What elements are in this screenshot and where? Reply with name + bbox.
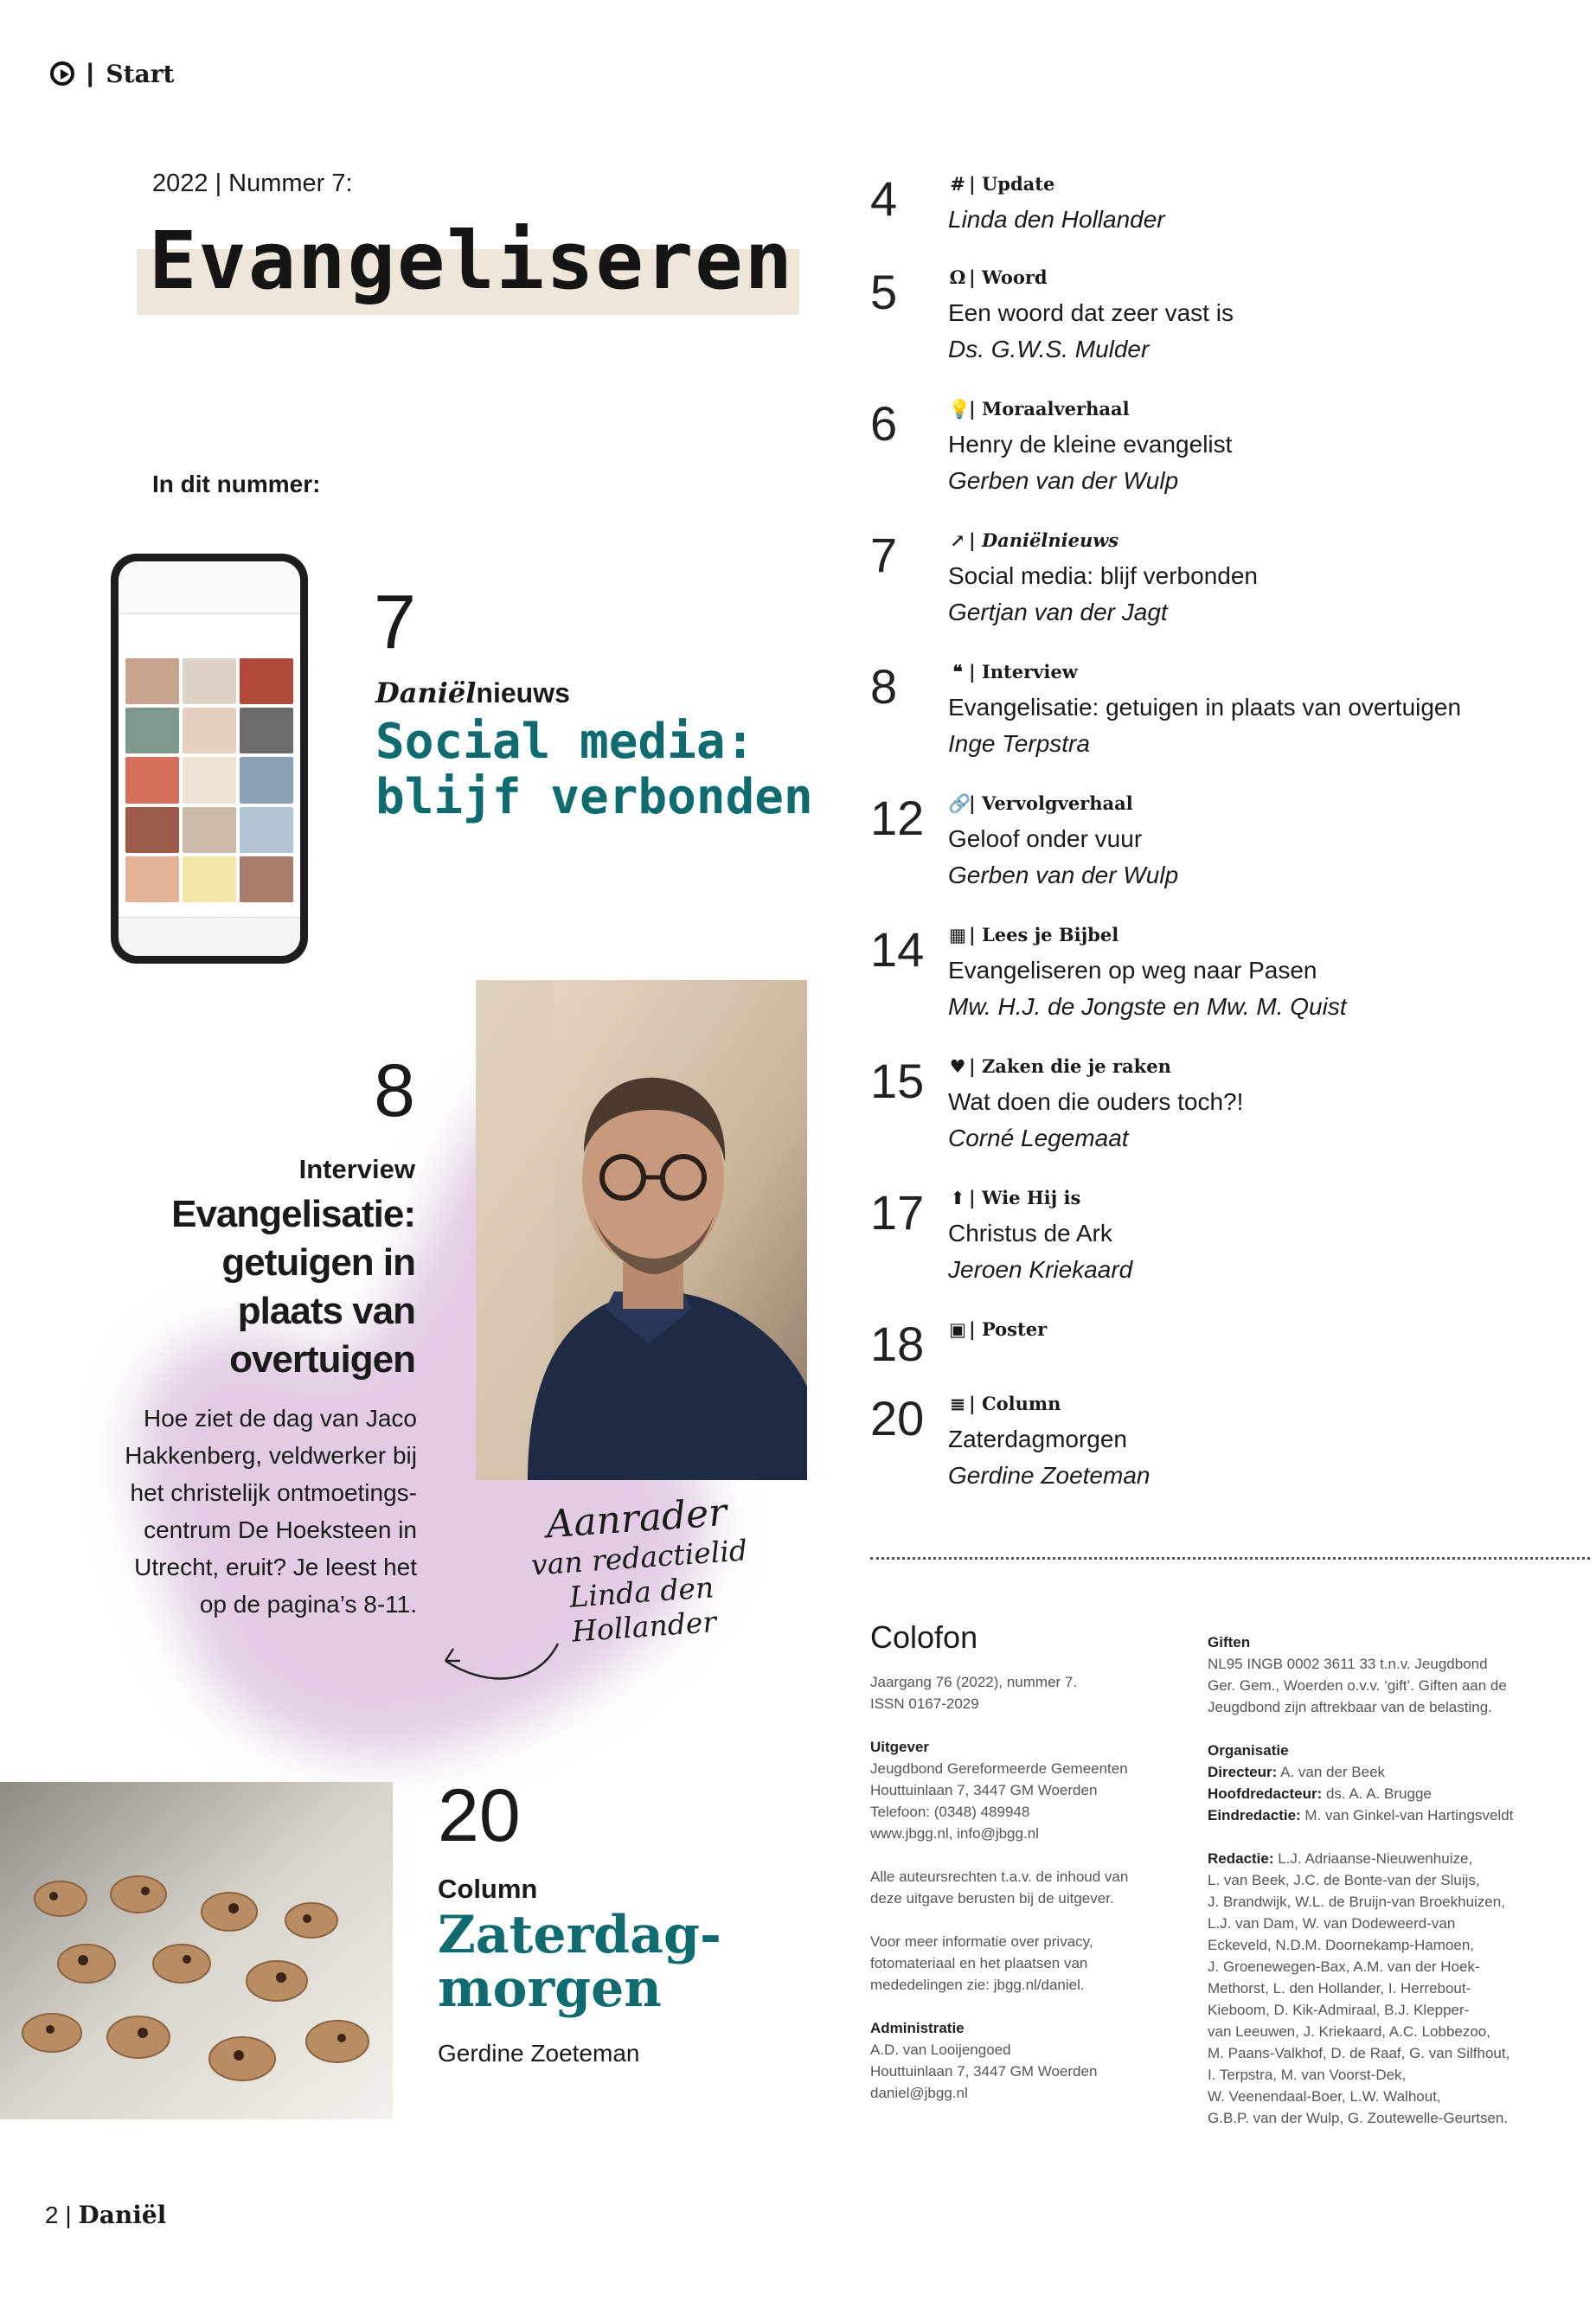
feature20-number: 20	[438, 1774, 521, 1857]
header-separator: |	[87, 59, 94, 87]
toc-title: Christus de Ark	[948, 1220, 1112, 1247]
toc-number: 6	[870, 396, 898, 451]
colofon-heading: Colofon	[870, 1619, 978, 1655]
issue-title: Evangeliseren	[149, 215, 795, 307]
toc-number: 4	[870, 171, 898, 226]
feature20-title: Zaterdag- morgen	[438, 1905, 721, 2019]
lightbulb-icon: 💡	[948, 398, 971, 420]
phone-image	[111, 554, 308, 964]
toc-title: Henry de kleine evangelist	[948, 431, 1233, 458]
issue-label: 2022 | Nummer 7:	[152, 170, 353, 197]
feature8-number: 8	[374, 1049, 415, 1132]
toc-author: Jeroen Kriekaard	[948, 1256, 1133, 1283]
book-icon: ▦	[949, 924, 966, 945]
external-link-icon: ↗	[950, 529, 965, 551]
feature20-category: Column	[438, 1874, 538, 1904]
heart-icon: ♥	[949, 1055, 966, 1077]
toc-number: 5	[870, 265, 898, 319]
toc-author: Linda den Hollander	[948, 206, 1165, 233]
toc-title: Wat doen die ouders toch?!	[948, 1088, 1244, 1115]
dotted-divider	[870, 1557, 1590, 1560]
feature7-title: Social media: blijf verbonden	[375, 714, 813, 825]
feature7-number: 7	[374, 579, 416, 664]
toc-author: Gerben van der Wulp	[948, 467, 1179, 494]
toc-title: Geloof onder vuur	[948, 825, 1143, 852]
toc-author: Gerben van der Wulp	[948, 862, 1179, 888]
lines-icon: ≣	[950, 1393, 965, 1414]
curved-arrow-icon	[433, 1626, 571, 1695]
toc-title: Evangelisatie: getuigen in plaats van overtuigen	[948, 694, 1462, 721]
quote-icon: ❝	[952, 661, 963, 683]
toc-number: 14	[870, 922, 925, 977]
toc-author: Gertjan van der Jagt	[948, 599, 1168, 625]
magazine-name: Daniël	[78, 2201, 167, 2229]
toc-title: Een woord dat zeer vast is	[948, 299, 1234, 326]
link-icon: 🔗	[948, 792, 971, 814]
toc-number: 12	[870, 791, 925, 845]
cookies-photo	[0, 1782, 393, 2119]
toc-author: Inge Terpstra	[948, 730, 1090, 757]
poster-icon: ▣	[949, 1318, 966, 1340]
toc-author: Mw. H.J. de Jongste en Mw. M. Quist	[948, 993, 1347, 1020]
page-number: 2	[45, 2202, 59, 2228]
feature8-summary: Hoe ziet de dag van Jaco Hakkenberg, veldwerker bij het christelijk ontmoetings- centrum De Hoeksteen in Utrecht, eruit? Je leest het op de pagina’s 8-11.	[125, 1405, 417, 1618]
colofon-column-left: Jaargang 76 (2022), nummer 7. ISSN 0167-2029 Uitgever Jeugdbond Gereformeerde Gemeenten Houttuinlaan 7, 3447 GM Woerden Telefoon: (0348) 489948 www.jbgg.nl, info@jbgg.nl Alle auteursrechten t.a.v. de inhoud van deze uitgave berusten bij de uitgever. Voor meer informatie over privacy, fotomateriaal en het plaatsen van mededelingen zie: jbgg.nl/daniel. Administratie A.D. van Looijengoed Houttuinlaan 7, 3447 GM Woerden daniel@jbgg.nl	[870, 1674, 1129, 2101]
recommendation-note: Aanrader van redactielid Linda den Hollander	[529, 1490, 749, 1649]
toc-number: 17	[870, 1185, 925, 1240]
toc-number: 8	[870, 659, 898, 714]
toc-number: 15	[870, 1054, 925, 1108]
toc-author: Ds. G.W.S. Mulder	[948, 336, 1150, 362]
section-header	[50, 59, 174, 88]
colofon-column-right: Giften NL95 INGB 0002 3611 33 t.n.v. Jeugdbond Ger. Gem., Woerden o.v.v. ‘gift’. Giften aan de Jeugdbond zijn aftrekbaar van de belasting. Organisatie Directeur: A. van der Beek Hoofdredacteur: ds. A. A. Brugge Eindredactie: M. van Ginkel-van Hartingsveldt Redactie: L.J. Adriaanse-Nieuwenhuize, L. van Beek, J.C. de Bonte-van der Sluijs, J. Brandwijk, W.L. de Bruijn-van Broekhuizen, L.J. van Dam, W. van Dodeweerd-van Eckeveld, N.D.M. Doornekamp-Hamoen, J. Groenewegen-Bax, A.M. van der Hoek- Methorst, L. den Hollander, I. Herrebout- Kieboom, D. Kik-Admiraal, B.J. Klepper- van Leeuwen, J. Kriekaard, A.C. Lobbezoo, M. Paans-Valkhof, D. de Raaf, G. van Silfhout, I. Terpstra, M. van Voorst-Dek, W. Veenendaal-Boer, L.W. Walhout, G.B.P. van der Wulp, G. Zoutewelle-Geurtsen.	[1208, 1634, 1514, 2126]
play-circle-icon	[50, 61, 74, 86]
feature8-title: Evangelisatie: getuigen in plaats van overtuigen	[171, 1193, 415, 1381]
toc-title: Evangeliseren op weg naar Pasen	[948, 957, 1317, 984]
toc-number: 20	[870, 1391, 925, 1445]
toc-title: Social media: blijf verbonden	[948, 562, 1258, 589]
interview-photo	[476, 980, 807, 1480]
page-footer: 2 | Daniël	[45, 2201, 167, 2229]
toc-author: Corné Legemaat	[948, 1125, 1129, 1151]
feature7-category: Daniëlnieuws	[375, 676, 570, 709]
feature8-category: Interview	[298, 1154, 415, 1184]
omega-icon: Ω	[949, 266, 966, 288]
in-this-issue-label: In dit nummer:	[152, 471, 321, 497]
toc-number: 18	[870, 1317, 925, 1371]
toc-number: 7	[870, 528, 898, 582]
toc-author: Gerdine Zoeteman	[948, 1462, 1151, 1489]
feature20-author: Gerdine Zoeteman	[438, 2040, 640, 2067]
section-label: Start	[106, 59, 175, 88]
arrow-up-circle-icon: ⬆	[950, 1187, 965, 1208]
hash-icon: #	[950, 173, 965, 195]
toc-title: Zaterdagmorgen	[948, 1426, 1128, 1452]
